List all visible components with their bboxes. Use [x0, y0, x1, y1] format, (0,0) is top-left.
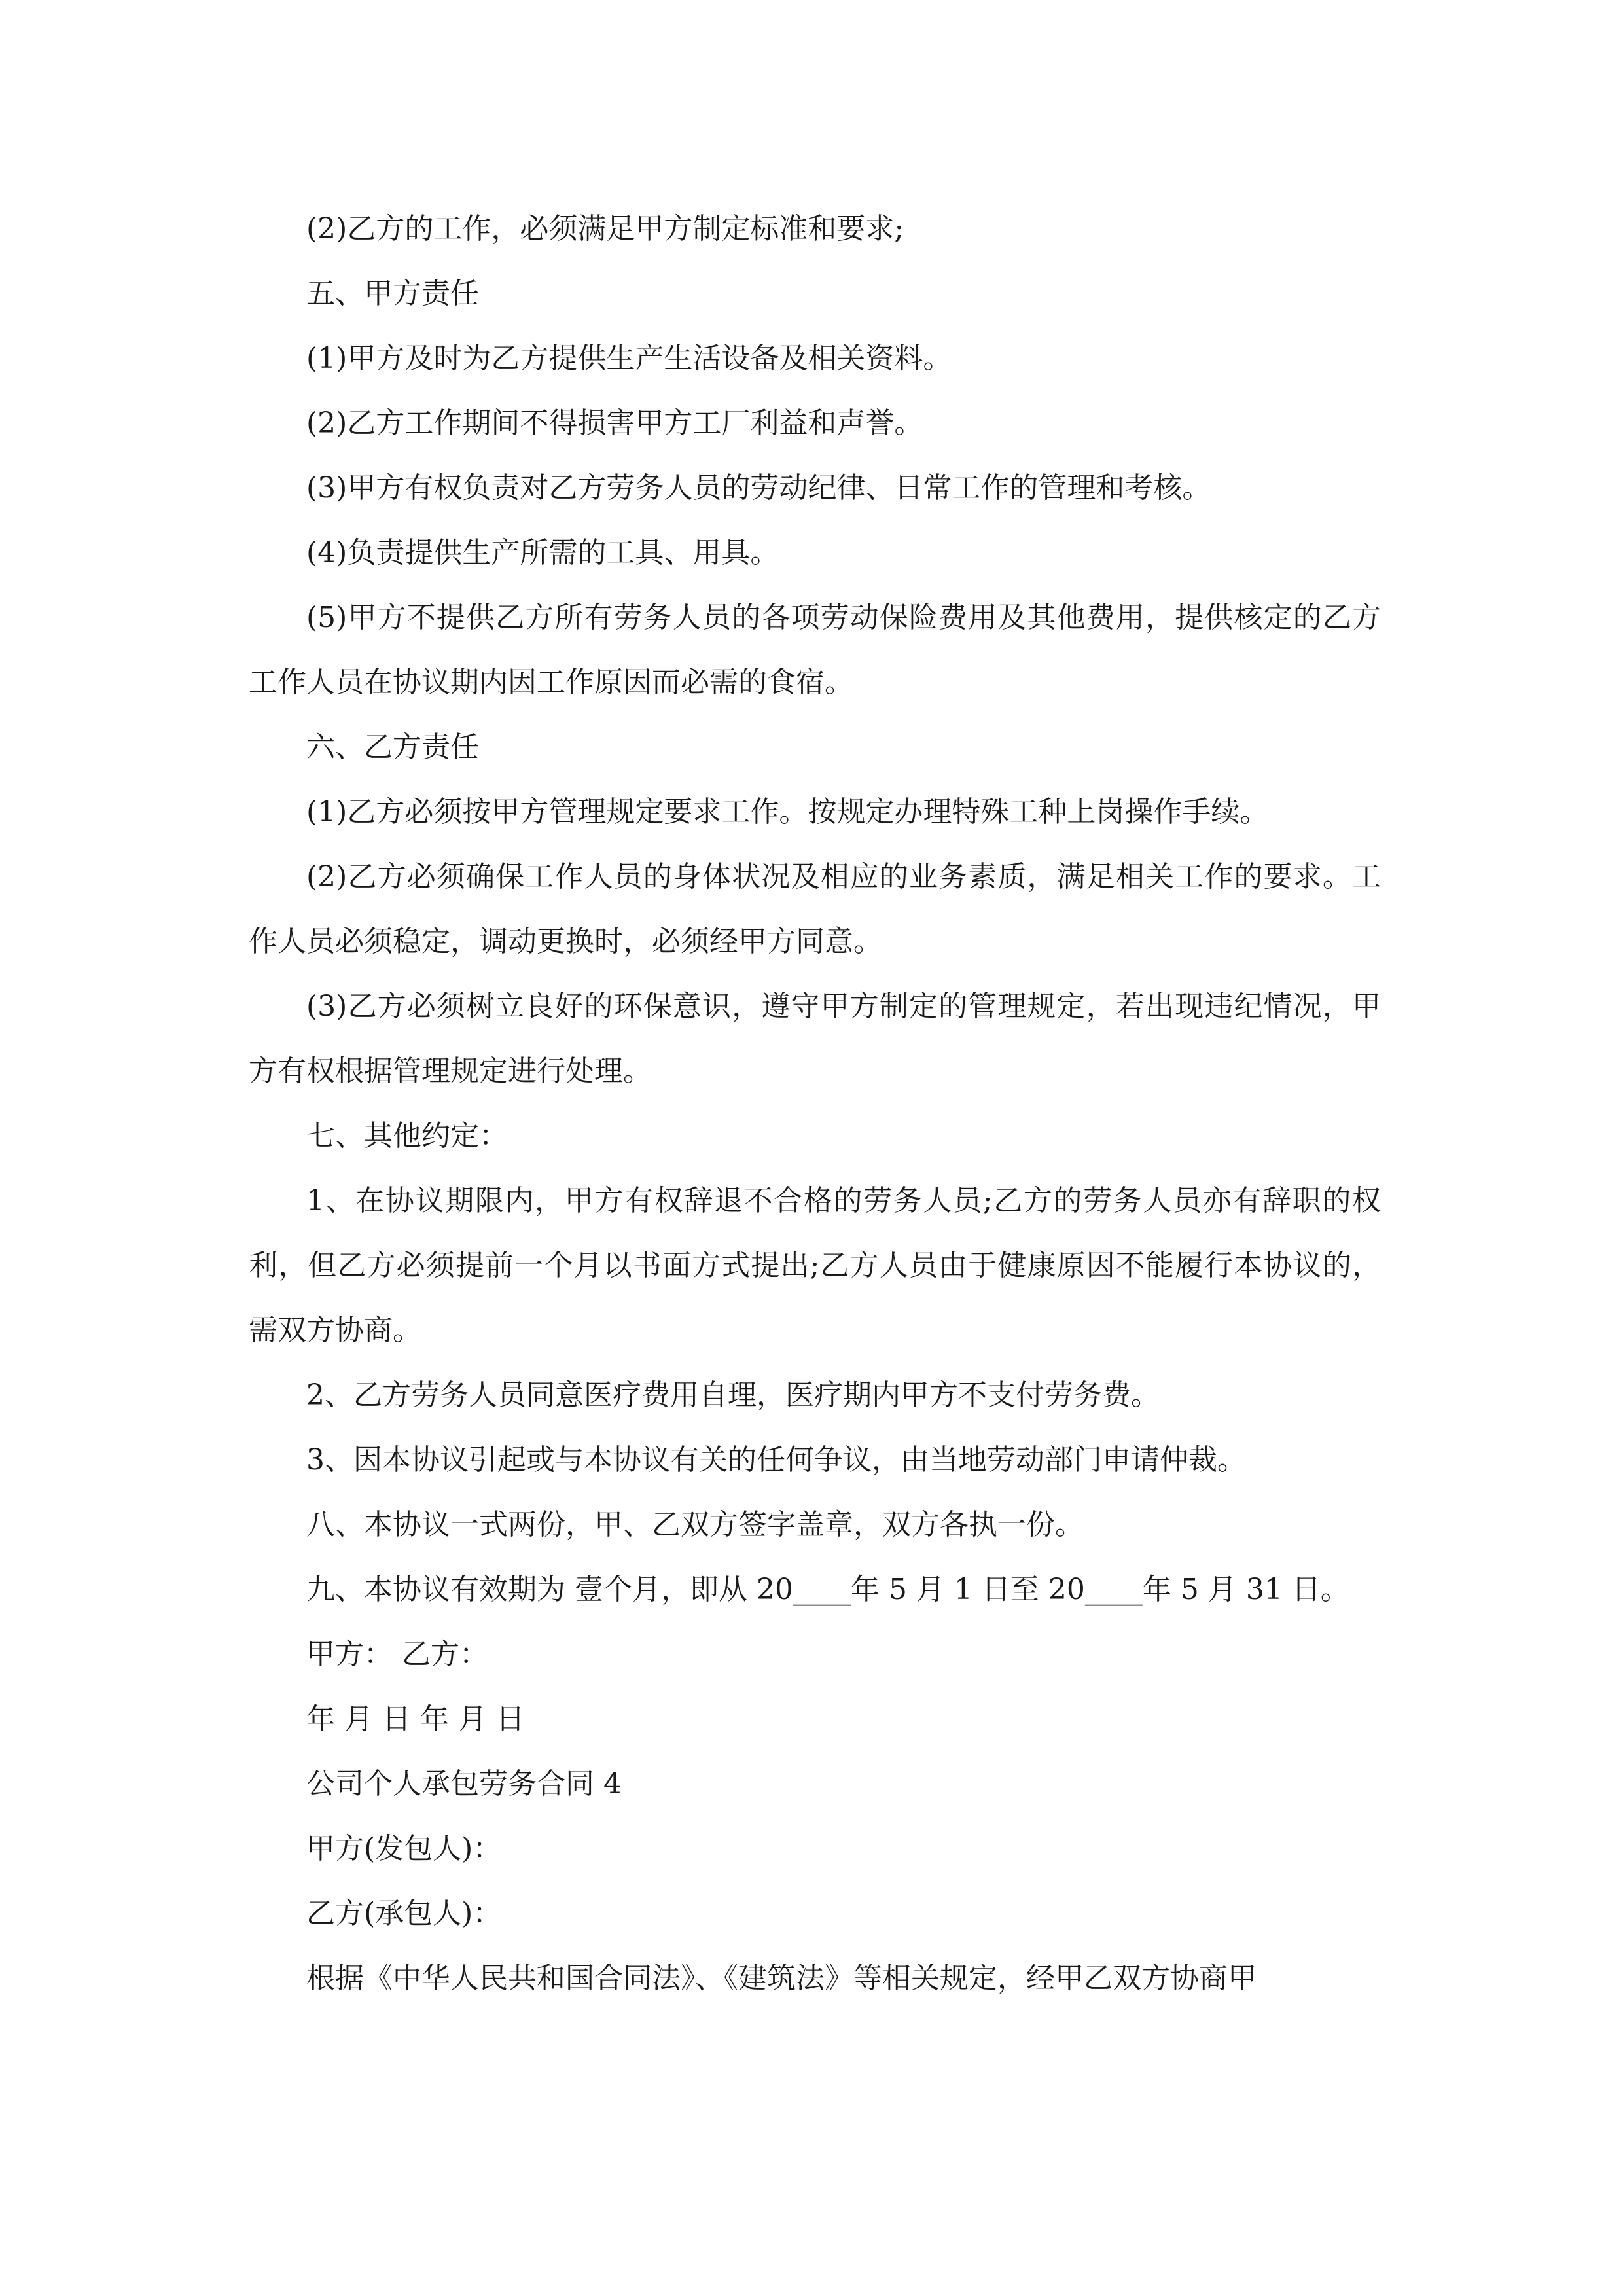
signature-dates: 年 月 日 年 月 日 — [306, 1702, 525, 1736]
paragraph-other-2: 2、乙方劳务人员同意医疗费用自理，医疗期内甲方不支付劳务费。 — [306, 1378, 1160, 1412]
paragraph-other-1: 1、在协议期限内，甲方有权辞退不合格的劳务人员;乙方的劳务人员亦有辞职的权利，但乙方必须提前一个月以书面方式提出;乙方人员由于健康原因不能履行本协议的，需双方协商。 — [249, 1184, 1381, 1347]
contract-title: 公司个人承包劳务合同 4 — [306, 1767, 622, 1801]
paragraph-a-3: (3)甲方有权负责对乙方劳务人员的劳动纪律、日常工作的管理和考核。 — [306, 471, 1211, 505]
paragraph-other-3: 3、因本协议引起或与本协议有关的任何争议，由当地劳动部门申请仲裁。 — [306, 1443, 1246, 1477]
party-b-contractor: 乙方(承包人)： — [306, 1897, 502, 1930]
heading-other-terms: 七、其他约定： — [306, 1119, 508, 1153]
heading-party-a-duties: 五、甲方责任 — [306, 277, 479, 310]
signature-parties: 甲方： 乙方： — [306, 1638, 488, 1671]
paragraph-legal-basis: 根据《中华人民共和国合同法》、《建筑法》等相关规定，经甲乙双方协商甲 — [306, 1962, 1257, 1995]
paragraph-validity: 九、本协议有效期为 壹个月，即从 20____年 5 月 1 日至 20____年 5 月 31 日。 — [306, 1573, 1349, 1606]
paragraph-work-standard: (2)乙方的工作，必须满足甲方制定标准和要求; — [306, 212, 904, 245]
heading-party-b-duties: 六、乙方责任 — [306, 730, 479, 764]
paragraph-b-1: (1)乙方必须按甲方管理规定要求工作。按规定办理特殊工种上岗操作手续。 — [306, 795, 1269, 829]
paragraph-a-5: (5)甲方不提供乙方所有劳务人员的各项劳动保险费用及其他费用，提供核定的乙方工作人员在协议期内因工作原因而必需的食宿。 — [249, 601, 1381, 699]
party-a-employer: 甲方(发包人)： — [306, 1832, 502, 1865]
paragraph-copies: 八、本协议一式两份，甲、乙双方签字盖章，双方各执一份。 — [306, 1508, 1084, 1541]
paragraph-b-3: (3)乙方必须树立良好的环保意识，遵守甲方制定的管理规定，若出现违纪情况，甲方有权根据管理规定进行处理。 — [249, 990, 1381, 1088]
paragraph-a-2: (2)乙方工作期间不得损害甲方工厂利益和声誉。 — [306, 406, 923, 440]
paragraph-b-2: (2)乙方必须确保工作人员的身体状况及相应的业务素质，满足相关工作的要求。工作人员必须稳定，调动更换时，必须经甲方同意。 — [249, 860, 1381, 958]
paragraph-a-4: (4)负责提供生产所需的工具、用具。 — [306, 536, 779, 569]
document-page — [249, 196, 1381, 2011]
paragraph-a-1: (1)甲方及时为乙方提供生产生活设备及相关资料。 — [306, 342, 952, 375]
